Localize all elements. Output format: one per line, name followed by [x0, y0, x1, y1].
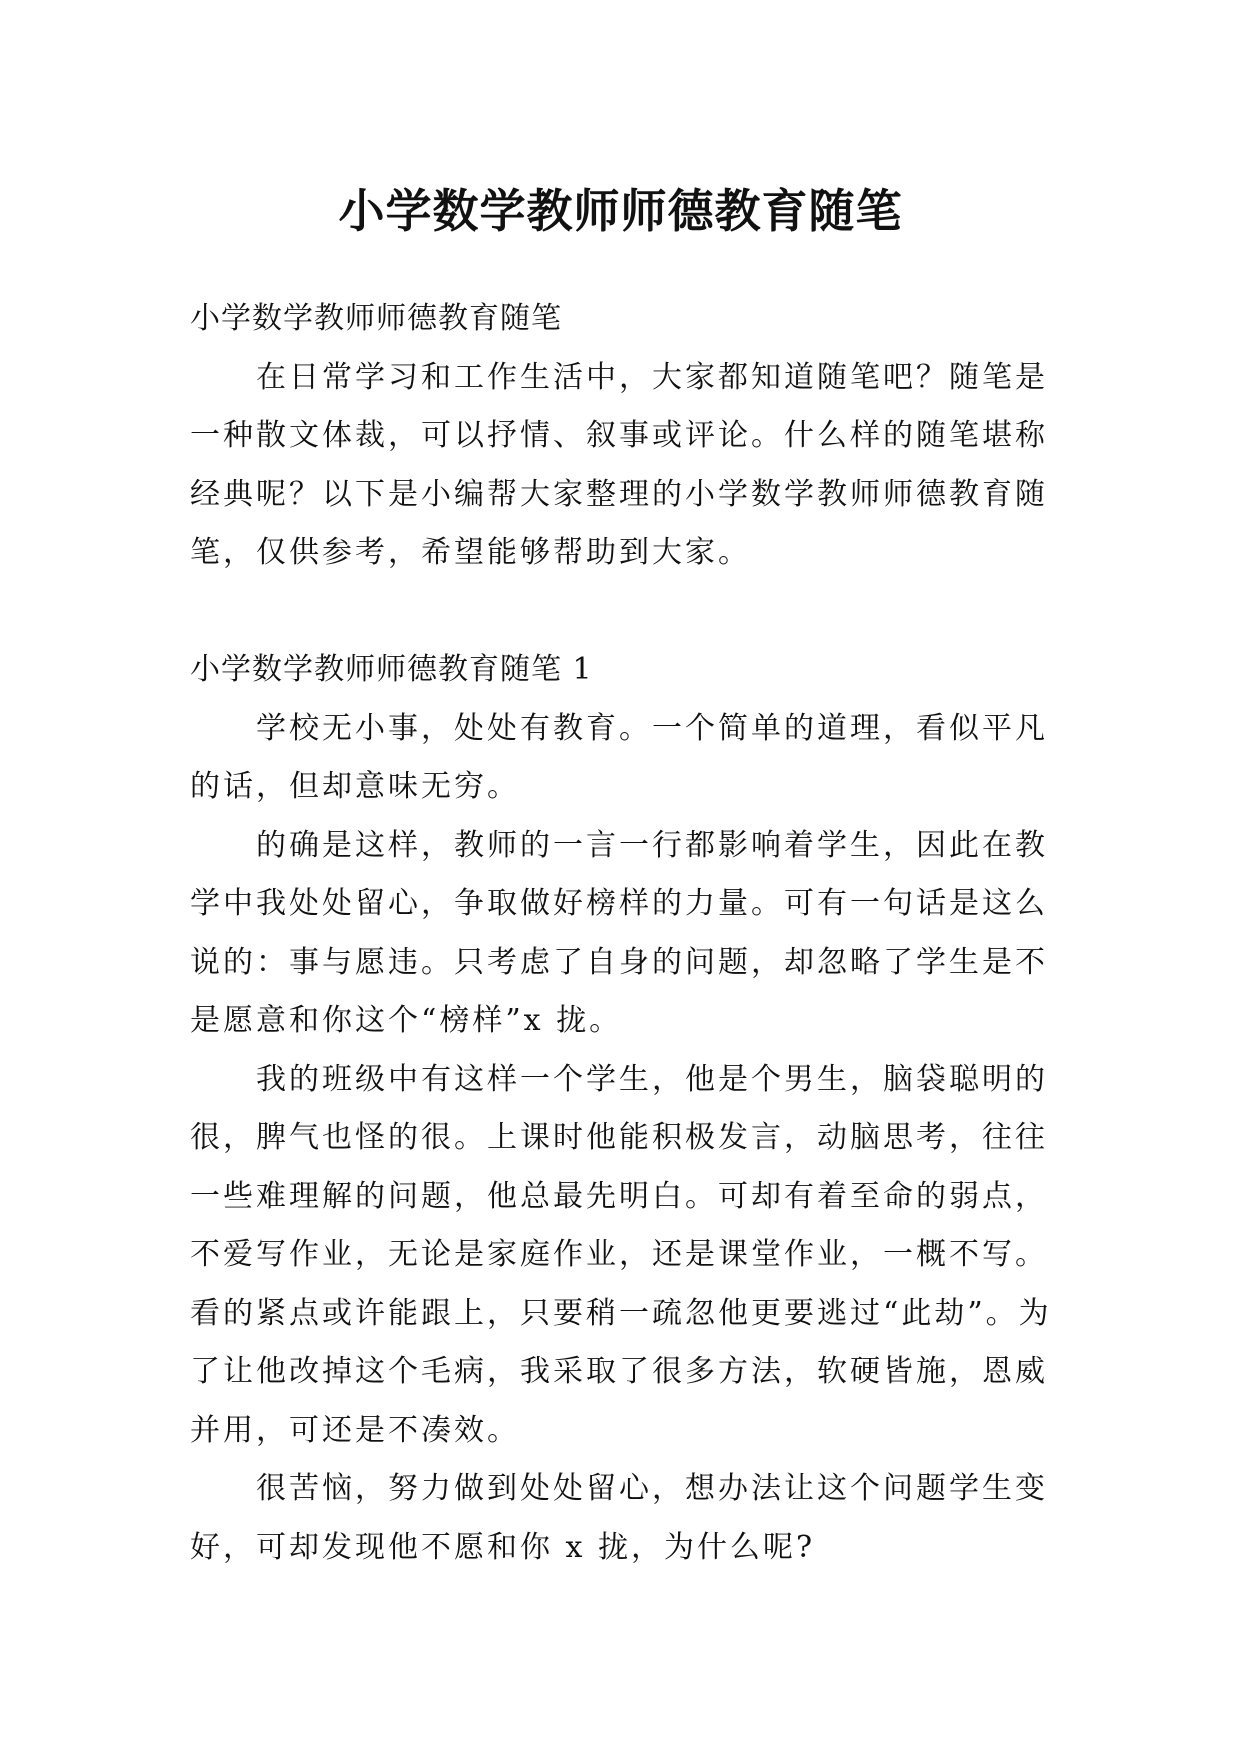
- subheading: 小学数学教师师德教育随笔: [190, 301, 562, 336]
- body-paragraph: 的确是这样，教师的一言一行都影响着学生，因此在教学中我处处留心，争取做好榜样的力量。可有一句话是这么说的：事与愿违。只考虑了自身的问题，却忽略了学生是不是愿意和你这个“榜样”x 拢。: [190, 827, 1048, 1038]
- paragraph-spacer: [190, 583, 1070, 642]
- document-body: [190, 290, 1070, 1577]
- intro-paragraph: 在日常学习和工作生活中，大家都知道随笔吧？随笔是一种散文体裁，可以抒情、叙事或评论。什么样的随笔堪称经典呢？以下是小编帮大家整理的小学数学教师师德教育随笔，仅供参考，希望能够帮助到大家。: [190, 359, 1048, 570]
- section-heading: 小学数学教师师德教育随笔 1: [190, 652, 593, 687]
- body-paragraph: 我的班级中有这样一个学生，他是个男生，脑袋聪明的很，脾气也怪的很。上课时他能积极发言，动脑思考，往往一些难理解的问题，他总最先明白。可却有着至命的弱点，不爱写作业，无论是家庭作业，还是课堂作业，一概不写。看的紧点或许能跟上，只要稍一疏忽他更要逃过“此劫”。为了让他改掉这个毛病，我采取了很多方法，软硬皆施，恩威并用，可还是不凑效。: [190, 1061, 1052, 1448]
- body-paragraph: 学校无小事，处处有教育。一个简单的道理，看似平凡的话，但却意味无穷。: [190, 710, 1048, 804]
- document-title: 小学数学教师师德教育随笔: [338, 183, 903, 238]
- body-paragraph: 很苦恼，努力做到处处留心，想办法让这个问题学生变好，可却发现他不愿和你 x 拢，为什么呢?: [190, 1471, 1048, 1565]
